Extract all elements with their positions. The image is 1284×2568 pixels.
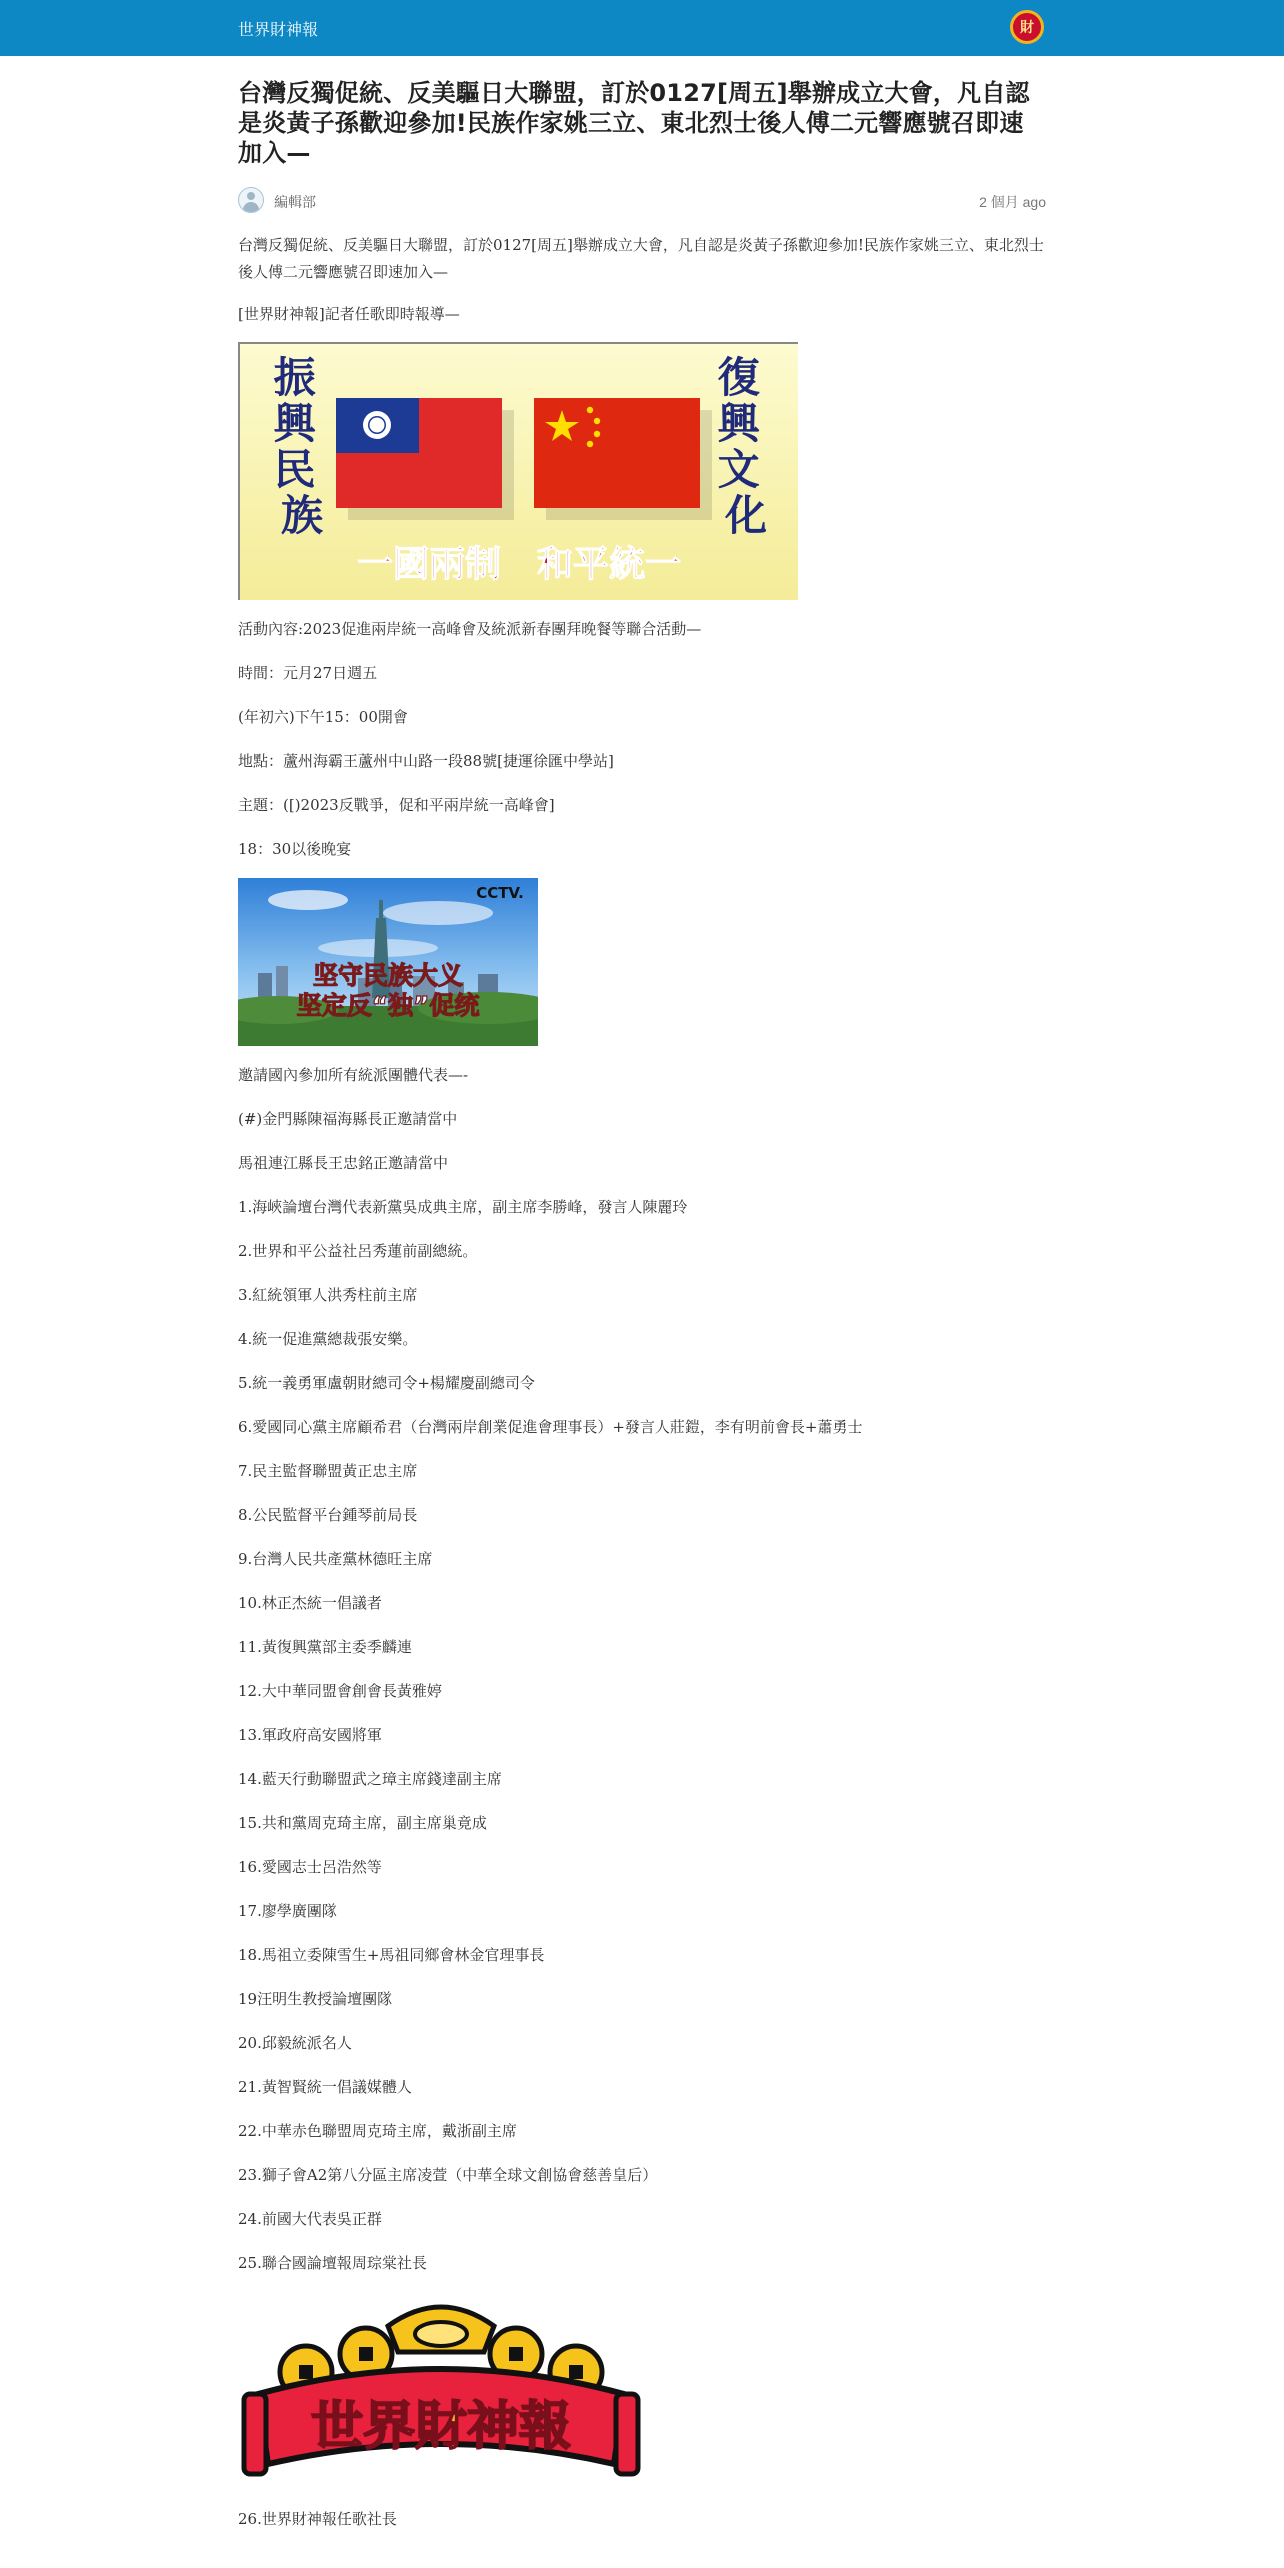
event-line: 活動內容:2023促進兩岸統一高峰會及統派新春團拜晚餐等聯合活動— (238, 620, 702, 638)
article-container (238, 56, 1046, 2533)
svg-text:世界財神報: 世界財神報 (310, 2397, 572, 2457)
invite-line: 邀請國內參加所有統派團體代表—- (238, 1066, 469, 1084)
invite-line: 6.愛國同心黨主席顧希君（台灣兩岸創業促進會理事長）+發言人莊鎧，李有明前會長+蕭勇士 (238, 1418, 863, 1436)
invite-line: 8.公民監督平台鍾琴前局長 (238, 1506, 418, 1524)
invite-list (238, 1062, 1046, 2277)
invite-line: 5.統一義勇軍盧朝財總司令+楊耀慶副總司令 (238, 1374, 535, 1392)
svg-text:坚定反“独”促统: 坚定反“独”促统 (296, 991, 480, 1020)
invite-line: 2.世界和平公益社呂秀蓮前副總統。 (238, 1242, 478, 1260)
invite-line: 12.大中華同盟會創會長黃雅婷 (238, 1682, 442, 1700)
invite-line: 18.馬祖立委陳雪生+馬祖同鄉會林金官理事長 (238, 1946, 545, 1964)
invite-line: 1.海峽論壇台灣代表新黨吳成典主席，副主席李勝峰，發言人陳麗玲 (238, 1198, 688, 1216)
cctv-image (238, 878, 538, 1046)
invite-line: 14.藍天行動聯盟武之璋主席錢達副主席 (238, 1770, 502, 1788)
cctv-logo: CCTV. (476, 884, 524, 902)
last-invite-line: 26.世界財神報任歌社長 (238, 2510, 397, 2528)
invite-line: 10.林正杰統一倡議者 (238, 1594, 382, 1612)
event-line: 時間：元月27日週五 (238, 664, 378, 682)
invite-line: 4.統一促進黨總裁張安樂。 (238, 1330, 418, 1348)
article-meta (238, 186, 1046, 216)
invite-line: 15.共和黨周克琦主席，副主席巢竟成 (238, 1814, 487, 1832)
site-title-link[interactable]: 世界財神報 (238, 20, 319, 39)
invite-line: 19汪明生教授論壇團隊 (238, 1990, 393, 2008)
event-line: (年初六)下午15：00開會 (238, 708, 408, 726)
invite-line: 馬祖連江縣長王忠銘正邀請當中 (238, 1154, 449, 1172)
article-lead: 台灣反獨促統、反美驅日大聯盟，訂於0127[周五]舉辦成立大會，凡自認是炎黃子孫歡迎參加!民族作家姚三立、東北烈士後人傅二元響應號召即速加入— (238, 236, 1044, 281)
top-navbar (0, 0, 1284, 56)
author-name[interactable]: 編輯部 (274, 194, 316, 210)
author-avatar-icon (238, 187, 264, 213)
event-line: 18：30以後晚宴 (238, 840, 352, 858)
invite-line: (#)金門縣陳福海縣長正邀請當中 (238, 1110, 458, 1128)
invite-line: 11.黃復興黨部主委季麟連 (238, 1638, 412, 1656)
invite-line: 23.獅子會A2第八分區主席凌萱（中華全球文創協會慈善皇后） (238, 2166, 658, 2184)
event-details (238, 616, 1046, 863)
invite-line: 16.愛國志士呂浩然等 (238, 1858, 382, 1876)
flags-left-char-1: 振 (273, 353, 316, 402)
svg-text:振 興 民: 振 興 民 族 (273, 353, 324, 540)
site-logo-icon[interactable]: 財 (1010, 10, 1044, 44)
flags-image (238, 342, 798, 600)
invite-line: 20.邱毅統派名人 (238, 2034, 352, 2052)
invite-line: 24.前國大代表吳正群 (238, 2210, 382, 2228)
invite-line: 7.民主監督聯盟黃正忠主席 (238, 1462, 418, 1480)
svg-text:復 興 文: 復 興 文 化 (717, 353, 768, 540)
svg-text:坚守民族大义: 坚守民族大义 (312, 961, 464, 990)
invite-line: 21.黃智賢統一倡議媒體人 (238, 2078, 412, 2096)
invite-line: 22.中華赤色聯盟周克琦主席，戴浙副主席 (238, 2122, 517, 2140)
invite-line: 17.廖學廣團隊 (238, 1902, 337, 1920)
post-time: 2 個月 ago (979, 194, 1046, 210)
invite-line: 25.聯合國論壇報周琮棠社長 (238, 2254, 427, 2272)
invite-line: 9.台灣人民共產黨林德旺主席 (238, 1550, 433, 1568)
reporter-line: [世界財神報]記者任歌即時報導— (238, 305, 460, 323)
event-line: 地點：蘆州海霸王蘆州中山路一段88號[捷運徐匯中學站] (238, 752, 614, 770)
caishen-banner-image (238, 2294, 644, 2494)
article-title: 台灣反獨促統、反美驅日大聯盟，訂於0127[周五]舉辦成立大會，凡自認是炎黃子孫歡迎參加!民族作家姚三立、東北烈士後人傅二元響應號召即速加入— (238, 79, 1030, 167)
event-line: 主題：([)2023反戰爭，促和平兩岸統一高峰會] (238, 796, 555, 814)
invite-line: 13.軍政府高安國將軍 (238, 1726, 382, 1744)
invite-line: 3.紅統領軍人洪秀柱前主席 (238, 1286, 418, 1304)
svg-text:一國兩制 和平統一: 一國兩制 和平統一 (356, 543, 682, 585)
